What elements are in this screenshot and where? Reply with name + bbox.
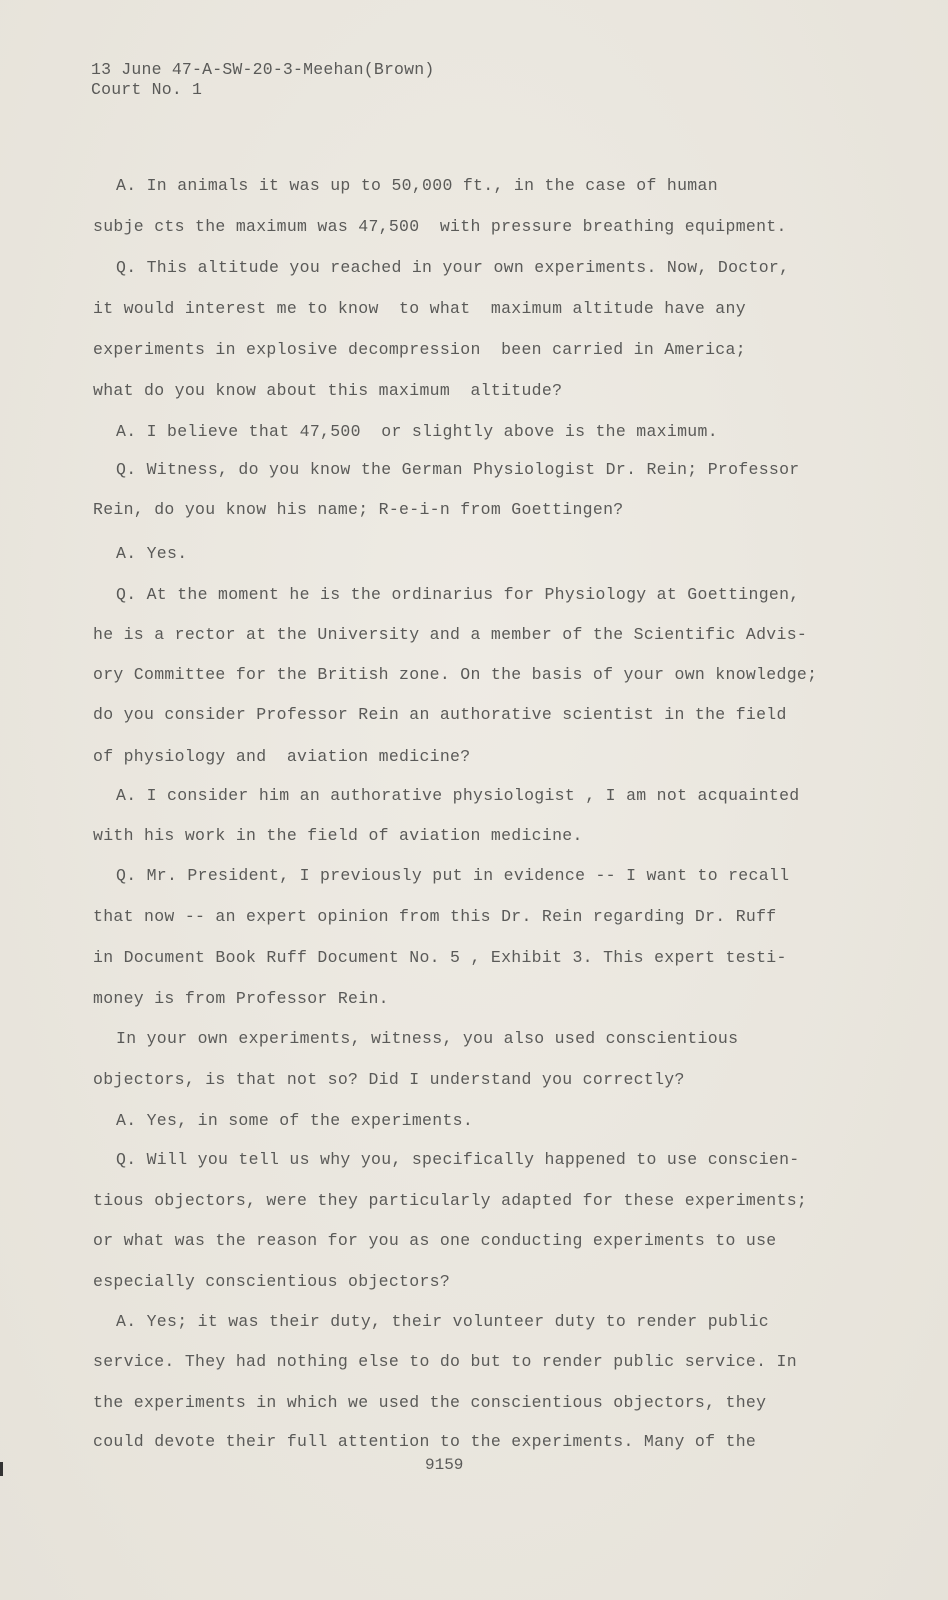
transcript-line: In your own experiments, witness, you also used conscientious xyxy=(116,1029,739,1048)
transcript-line: Q. This altitude you reached in your own experiments. Now, Doctor, xyxy=(116,258,790,277)
transcript-line: service. They had nothing else to do but to render public service. In xyxy=(93,1352,797,1371)
transcript-line: that now -- an expert opinion from this Dr. Rein regarding Dr. Ruff xyxy=(93,907,777,926)
page-edge-mark xyxy=(0,1462,3,1476)
transcript-line: A. Yes, in some of the experiments. xyxy=(116,1111,474,1130)
transcript-line: money is from Professor Rein. xyxy=(93,989,389,1008)
page-number: 9159 xyxy=(425,1456,464,1474)
transcript-line: A. Yes; it was their duty, their volunteer duty to render public xyxy=(116,1312,769,1331)
transcript-line: Q. Mr. President, I previously put in evidence -- I want to recall xyxy=(116,866,790,885)
transcript-line: could devote their full attention to the experiments. Many of the xyxy=(93,1432,757,1451)
transcript-line: A. I consider him an authorative physiologist , I am not acquainted xyxy=(116,786,800,805)
transcript-line: experiments in explosive decompression been carried in America; xyxy=(93,340,746,359)
transcript-line: of physiology and aviation medicine? xyxy=(93,747,471,766)
transcript-line: or what was the reason for you as one conducting experiments to use xyxy=(93,1231,777,1250)
transcript-line: it would interest me to know to what maximum altitude have any xyxy=(93,299,746,318)
transcript-line: in Document Book Ruff Document No. 5 , Exhibit 3. This expert testi- xyxy=(93,948,787,967)
transcript-line: tious objectors, were they particularly adapted for these experiments; xyxy=(93,1191,808,1210)
transcript-line: Rein, do you know his name; R-e-i-n from Goettingen? xyxy=(93,500,624,519)
transcript-line: A. Yes. xyxy=(116,544,188,563)
transcript-line: ory Committee for the British zone. On the basis of your own knowledge; xyxy=(93,665,818,684)
transcript-line: especially conscientious objectors? xyxy=(93,1272,451,1291)
transcript-line: the experiments in which we used the conscientious objectors, they xyxy=(93,1393,767,1412)
transcript-line: what do you know about this maximum altitude? xyxy=(93,381,563,400)
transcript-line: Q. Witness, do you know the German Physiologist Dr. Rein; Professor xyxy=(116,460,800,479)
transcript-line: Q. Will you tell us why you, specifically happened to use conscien- xyxy=(116,1150,800,1169)
header-line-date-case: 13 June 47-A-SW-20-3-Meehan(Brown) xyxy=(91,60,435,79)
transcript-line: Q. At the moment he is the ordinarius for Physiology at Goettingen, xyxy=(116,585,800,604)
transcript-line: he is a rector at the University and a member of the Scientific Advis- xyxy=(93,625,808,644)
header-line-court: Court No. 1 xyxy=(91,80,203,99)
transcript-line: objectors, is that not so? Did I understand you correctly? xyxy=(93,1070,685,1089)
transcript-line: A. I believe that 47,500 or slightly above is the maximum. xyxy=(116,422,718,441)
transcript-line: A. In animals it was up to 50,000 ft., in the case of human xyxy=(116,176,718,195)
transcript-line: do you consider Professor Rein an authorative scientist in the field xyxy=(93,705,787,724)
transcript-line: with his work in the field of aviation medicine. xyxy=(93,826,583,845)
transcript-line: subje cts the maximum was 47,500 with pressure breathing equipment. xyxy=(93,217,787,236)
